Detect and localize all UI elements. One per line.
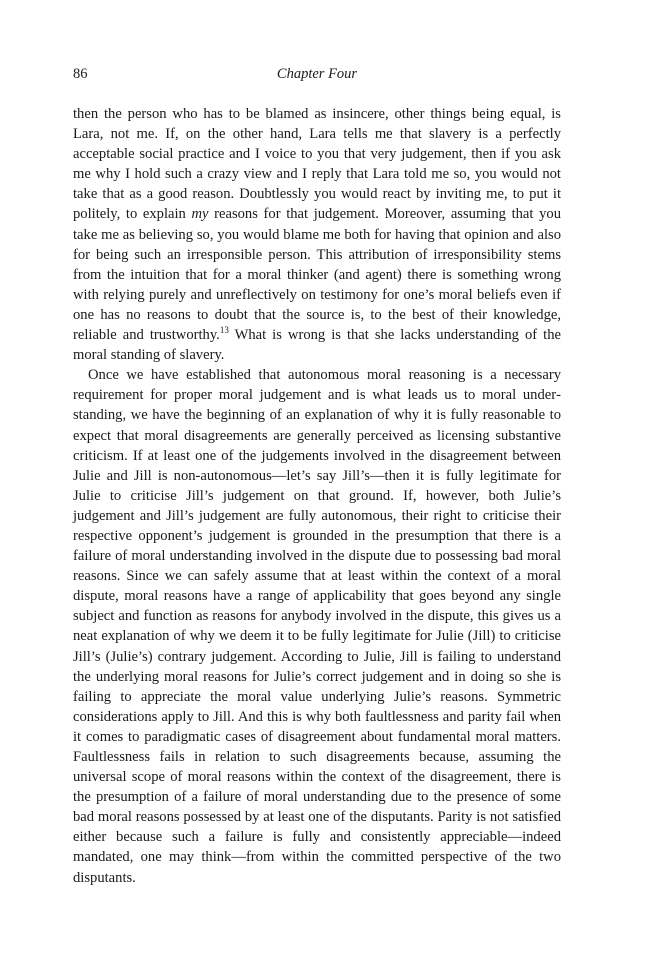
paragraph-2: Once we have established that autonomous moral reasoning is a necessary requirement for proper moral judgement and is what leads us to moral understanding, we have the beginning of an explanation of why it is fully reasonable to expect that moral disagreements are generally perceived as licensing substantive criticism. If at least one of the judgements involved in the disagreement between Julie and Jill is non-autonomous—let’s say Jill’s—then it is fully legitimate for Julie to criticise Jill’s judgement on that ground. If, however, both Julie’s judgement and Jill’s judgement are fully autonomous, their right to criticise their respective opponent’s judgement is grounded in the presumption that there is a failure of moral understanding involved in the dispute due to possessing bad moral reasons. Since we can safely assume that at least within the context of a moral dispute, moral reasons have a range of applicability that goes beyond any single subject and function as reasons for anybody involved in the dispute, this gives us a neat explanation of why we deem it to be fully legitimate for Julie (Jill) to criticise Jill’s (Julie’s) contrary judgement. According to Julie, Jill is failing to understand the underlying moral reasons for Julie’s correct judgement and in doing so she is failing to appreciate the moral value underlying Julie’s reasons. Symmetric considerations apply to Jill. And this is why both faultlessness and parity fail when it comes to paradigmatic cases of disagreement about fundamental moral matters. Faultlessness fails in relation to such disagreements because, assuming the universal scope of moral reasons within the context of the disagreement, there is the presumption of a failure of moral understanding due to the presence of some bad moral reasons possessed by at least one of the disputants. Parity is not satisfied either because such a failure is fully and consistently appreciable—indeed mandated, one may think—from within the committed perspective of the two disputants. <box>73 367 561 886</box>
paragraph-1-text-b: reasons for that judgement. Moreover, assuming that you take me as believing so, you would blame me both for having that opinion and also for being such an irresponsible person. This attribution of irresponsibility stems from the intuition that for a moral thinker (and agent) there is something wrong with relying purely and unreflectively on testimony for one’s moral beliefs even if one has no reasons to doubt that the source is, to the best of their knowledge, reliable and trustworthy. <box>73 206 561 344</box>
page-number: 86 <box>73 66 88 82</box>
paragraph-1-text-a: then the person who has to be blamed as insincere, other things being equal, is Lara, not me. If, on the other hand, Lara tells me that slavery is a perfectly acceptable social practice and I voice to you that very judgement, then if you ask me why I hold such a crazy view and I reply that Lara told me so, you would not take that as a good reason. Doubtlessly you would react by inviting me, to put it politely, to explain <box>73 106 561 223</box>
book-page <box>73 66 561 888</box>
emphasis-my: my <box>191 206 209 223</box>
footnote-ref[interactable]: 13 <box>219 325 229 336</box>
paragraph-1 <box>73 104 561 365</box>
body-text <box>73 104 561 888</box>
chapter-title: Chapter Four <box>276 66 358 82</box>
running-head <box>73 66 561 86</box>
paragraph-1-text-c: What is wrong is that she lacks understanding of the moral standing of slavery. <box>73 327 561 364</box>
